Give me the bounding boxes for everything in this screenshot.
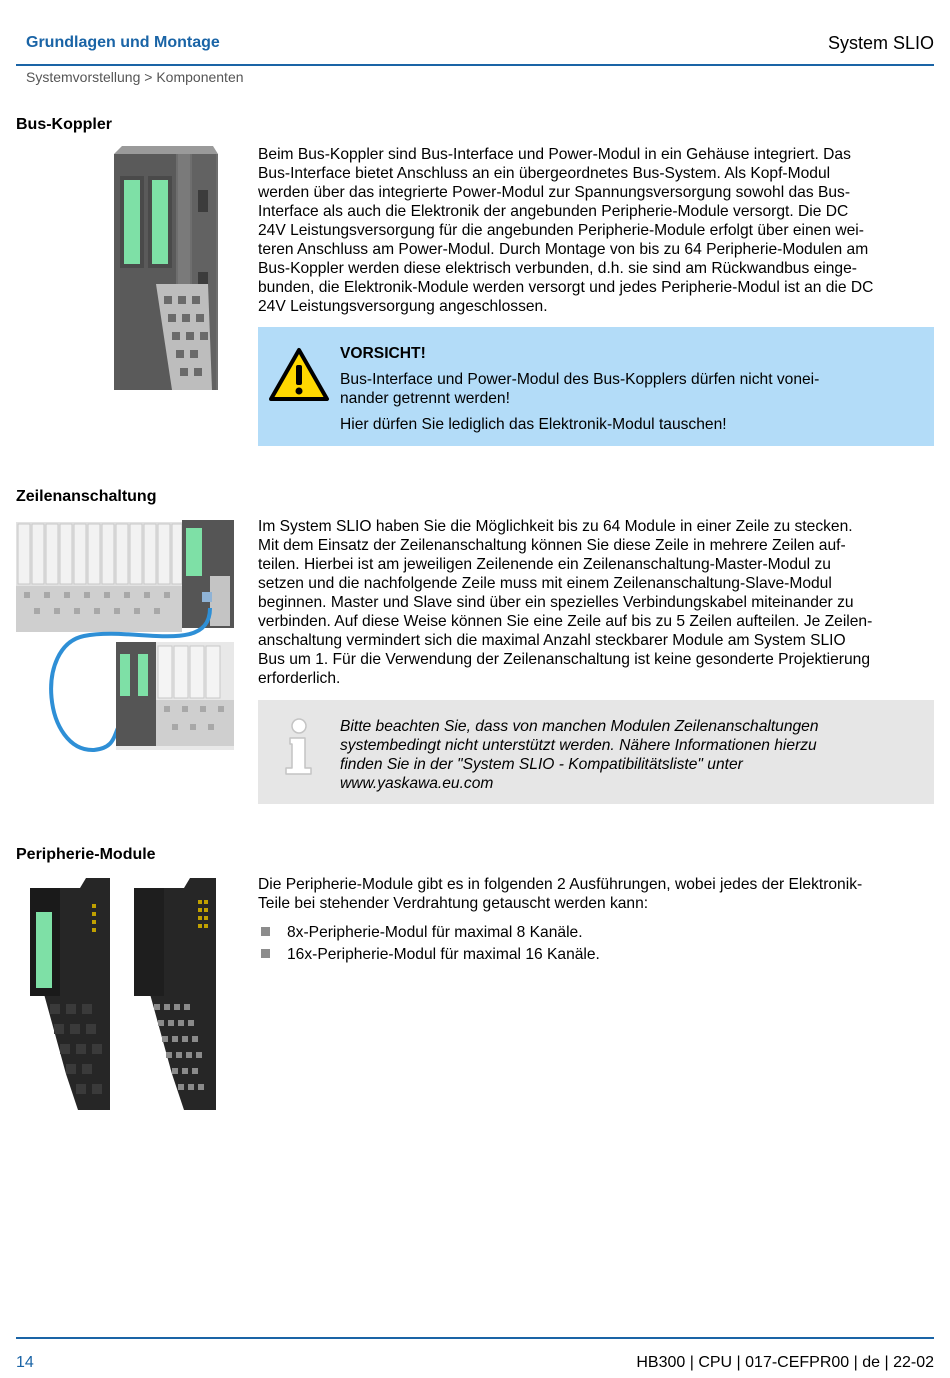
line-extension-image — [14, 516, 240, 760]
note-text: Bitte beachten Sie, dass von manchen Modulen Zeilenanschaltungen systembedingt nicht unterstützt werden. Nähere Informationen hierzu finden Sie in der "System SLIO - Kompatibilitätsliste" unter www.yaskawa.eu.com — [340, 718, 819, 792]
peripheral-modules-image — [26, 874, 224, 1112]
bullet-square-icon — [261, 927, 270, 936]
warning-text-secondary: Hier dürfen Sie lediglich das Elektronik-Modul tauschen! — [340, 416, 727, 433]
document-id: HB300 | CPU | 017-CEFPR00 | de | 22-02 — [636, 1354, 934, 1371]
warning-box — [258, 327, 934, 446]
bus-coupler-image — [108, 144, 223, 400]
bus-koppler-description: Beim Bus-Koppler sind Bus-Interface und Power-Modul in ein Gehäuse integriert. Das Bus-Interface bietet Anschluss an ein übergeordnetes Bus-System. Als Kopf-Modul werden über das integrierte Power-Modul zur Spannungsversorgung sowohl das Bus- Interface als auch die Elektronik der angebunden Peripherie-Module versorgt. Die DC 24V Leistungsversorgung für die angebunden Peripherie-Module erfolgt über einen wei- teren Anschluss am Power-Modul. Durch Montage von bis zu 64 Peripherie-Modulen am Bus-Koppler werden diese elektrisch verbunden, d.h. sie sind am Rückwandbus einge- bunden, die Elektronik-Module werden versorgt und jedes Peripherie-Modul ist an die DC 24V Leistungsversorgung angeschlossen. — [258, 146, 874, 315]
footer-divider — [16, 1337, 934, 1339]
header-divider — [16, 64, 934, 66]
list-item: 8x-Peripherie-Modul für maximal 8 Kanäle. — [258, 923, 934, 945]
info-icon — [282, 718, 316, 776]
chapter-title: Grundlagen und Montage — [26, 34, 220, 51]
module-variants-list — [258, 923, 934, 967]
section-title-peripherie-module: Peripherie-Module — [16, 846, 156, 863]
bullet-square-icon — [261, 949, 270, 958]
page-number: 14 — [16, 1354, 34, 1371]
warning-title: VORSICHT! — [340, 345, 426, 362]
list-item: 16x-Peripherie-Modul für maximal 16 Kanäle. — [258, 945, 934, 967]
product-name: System SLIO — [827, 33, 934, 53]
breadcrumb: Systemvorstellung > Komponenten — [26, 69, 244, 85]
section-title-bus-koppler: Bus-Koppler — [16, 116, 112, 133]
peripherie-module-description: Die Peripherie-Module gibt es in folgenden 2 Ausführungen, wobei jedes der Elektronik- Teile bei stehender Verdrahtung getauscht werden kann: — [258, 876, 863, 912]
warning-text: Bus-Interface und Power-Modul des Bus-Kopplers dürfen nicht vonei- nander getrennt werden! — [340, 371, 820, 407]
zeilenanschaltung-description: Im System SLIO haben Sie die Möglichkeit bis zu 64 Module in einer Zeile zu stecken. Mit dem Einsatz der Zeilenanschaltung können Sie diese Zeile in mehrere Zeilen auf- teilen. Hierbei ist am jeweiligen Zeilenende ein Zeilenanschaltung-Master-Modul zu setzen und die nachfolgende Zeile muss mit einem Zeilenanschaltung-Slave-Modul beginnen. Master und Slave sind über ein spezielles Verbindungskabel miteinander zu verbinden. Auf diese Weise können Sie eine Zeile auf bis zu 5 Zeilen aufteilen. Je Zeilen- anschaltung vermindert sich die maximal Anzahl steckbarer Module am System SLIO Bus um 1. Für die Verwendung der Zeilenanschaltung ist keine gesonderte Projektierung erforderlich. — [258, 518, 873, 687]
note-box — [258, 700, 934, 804]
warning-triangle-icon — [268, 347, 330, 403]
section-title-zeilenanschaltung: Zeilenanschaltung — [16, 488, 157, 505]
